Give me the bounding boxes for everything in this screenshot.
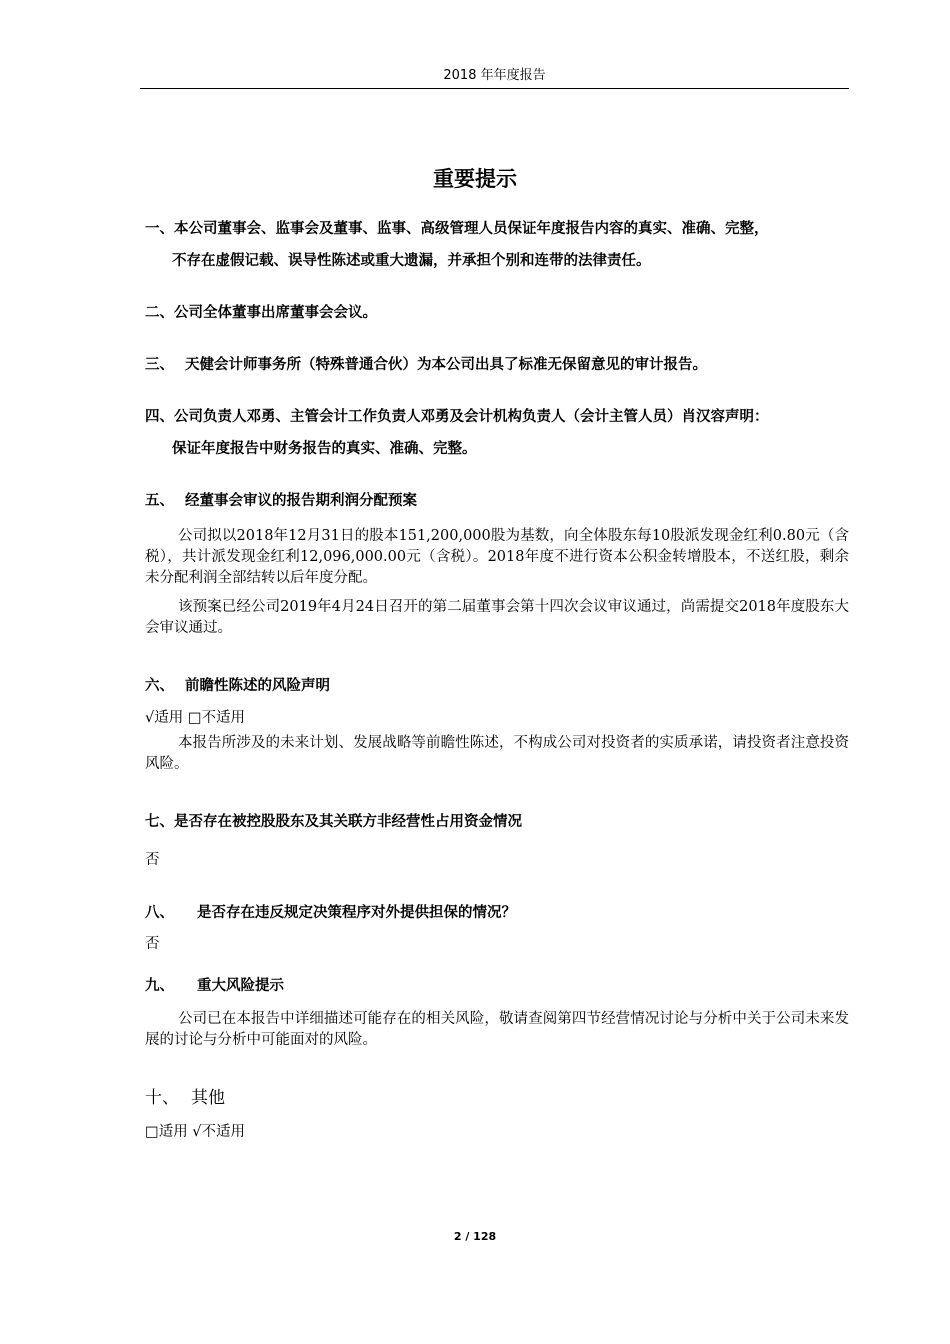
page-number: 2 / 128 — [453, 1230, 497, 1243]
page-title: 重要提示 — [433, 167, 517, 191]
section-1-line-2: 不存在虚假记载、误导性陈述或重大遗漏，并承担个别和连带的法律责任。 — [172, 253, 651, 269]
section-5-number: 五、 — [145, 493, 174, 509]
section-9-title: 重大风险提示 — [197, 978, 284, 994]
section-6-paragraph: 本报告所涉及的未来计划、发展战略等前瞻性陈述，不构成公司对投资者的实质承诺，请投资者注意投资风险。 — [145, 735, 849, 772]
section-8-number: 八、 — [145, 905, 174, 921]
section-10-number: 十、 — [145, 1088, 179, 1108]
section-4-line-2: 保证年度报告中财务报告的真实、准确、完整。 — [172, 441, 477, 457]
header-divider — [140, 88, 849, 89]
section-9-paragraph: 公司已在本报告中详细描述可能存在的相关风险，敬请查阅第四节经营情况讨论与分析中关于公司未来发展的讨论与分析中可能面对的风险。 — [145, 1011, 849, 1048]
section-5-paragraph-2: 该预案已经公司2019年4月24日召开的第二届董事会第十四次会议审议通过，尚需提交2018年度股东大会审议通过。 — [145, 599, 849, 636]
section-1-line-1: 一、本公司董事会、监事会及董事、监事、高级管理人员保证年度报告内容的真实、准确、完整， — [145, 221, 769, 237]
section-4-line-1: 四、公司负责人邓勇、主管会计工作负责人邓勇及会计机构负责人（会计主管人员）肖汉容声明： — [145, 409, 769, 425]
section-6-title: 前瞻性陈述的风险声明 — [185, 678, 330, 694]
section-5-heading — [145, 489, 417, 510]
section-5-paragraph-1: 公司拟以2018年12月31日的股本151,200,000股为基数，向全体股东每10股派发现金红利0.80元（含税），共计派发现金红利12,096,000.00元（含税）。2018年度不进行资本公积金转增股本，不送红股，剩余未分配利润全部结转以后年度分配。 — [145, 528, 849, 586]
section-5-title: 经董事会审议的报告期利润分配预案 — [185, 493, 417, 509]
section-3 — [145, 353, 707, 374]
section-9-heading — [145, 974, 284, 995]
section-10-applicable: □适用 √不适用 — [145, 1124, 246, 1140]
section-10-title: 其他 — [191, 1088, 225, 1108]
section-7-heading: 七、是否存在被控股股东及其关联方非经营性占用资金情况 — [145, 814, 522, 830]
section-8-title: 是否存在违反规定决策程序对外提供担保的情况？ — [197, 905, 516, 921]
page-header: 2018 年年度报告 — [443, 68, 546, 83]
section-6-applicable: √适用 □不适用 — [145, 710, 246, 726]
section-10-heading — [145, 1083, 225, 1108]
section-8-answer: 否 — [145, 936, 160, 952]
section-3-number: 三、 — [145, 357, 174, 373]
section-9-number: 九、 — [145, 978, 174, 994]
section-6-heading — [145, 674, 330, 695]
section-6-number: 六、 — [145, 678, 174, 694]
section-8-heading — [145, 901, 516, 922]
section-2: 二、公司全体董事出席董事会会议。 — [145, 305, 377, 321]
section-7-answer: 否 — [145, 852, 160, 868]
section-3-text: 天健会计师事务所（特殊普通合伙）为本公司出具了标准无保留意见的审计报告。 — [185, 357, 707, 373]
